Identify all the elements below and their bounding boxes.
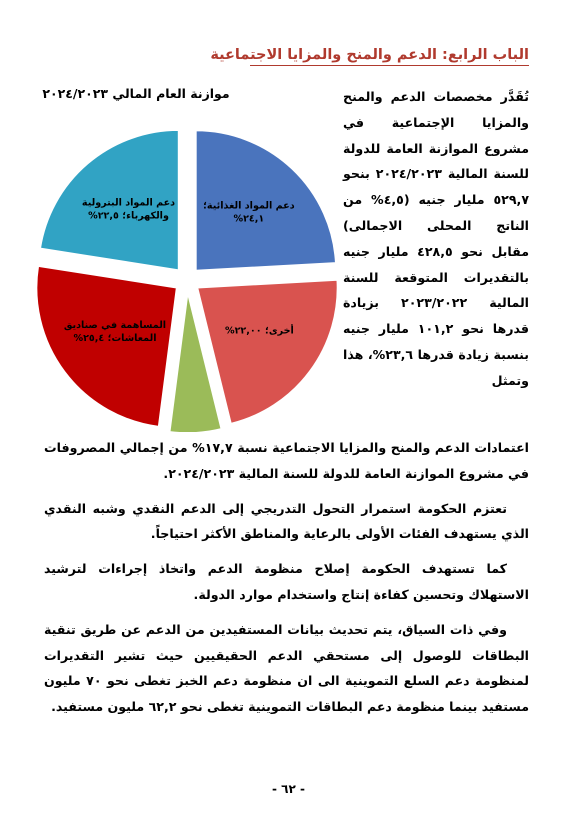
body-text (44, 435, 529, 729)
slice-label-food-subsidy: دعم المواد الغذائية؛ ٢٤,١% (203, 200, 295, 225)
slice-label-other: أخرى؛ ٢٢,٠٠% (224, 325, 294, 337)
paragraph-cash-transition: تعتزم الحكومة استمرار التحول التدريجي إلى الدعم النقدي وشبه النقدي الذي يستهدف الفئات الأولى بالرعاية والمناطق الأكثر احتياجاً. (44, 500, 529, 542)
slice-label-pension-funds: المساهمة في صناديق المعاشات؛ ٢٥,٤% (63, 319, 167, 344)
paragraph-subsidy-reform: كما تستهدف الحكومة إصلاح منظومة الدعم واتخاذ إجراءات لترشيد الاستهلاك وتحسين كفاءة إنتاج واستخدام موارد الدولة. (44, 561, 529, 602)
paragraph-beneficiaries: وفي ذات السياق، يتم تحديث بيانات المستفيدين من الدعم عن طريق تنقية البطاقات للوصول إلى مستحقي الدعم الحقيقيين حيث تشير التقديرات لمنظومة دعم السلع التموينية الى ان منظومة دعم الخبز تغطى نحو ٧٠ مليون مستفيد بينما منظومة دعم البطاقات التموينية تغطى نحو ٦٢,٢ مليون مستفيد. (44, 621, 529, 715)
page-number: - ٦٢ - (272, 782, 305, 796)
pie-svg (36, 80, 338, 432)
intro-paragraph (343, 84, 529, 394)
pie-slice-other (197, 280, 337, 424)
intro-continuation: اعتمادات الدعم والمنح والمزايا الاجتماعية نسبة ١٧,٧% من إجمالي المصروفات في مشروع الموازنة العامة للدولة للسنة المالية ٢٠٢٤/٢٠٢٣. (44, 440, 529, 481)
intro-text: تُقَدَّر مخصصات الدعم والمنح والمزايا الإجتماعية في مشروع الموازنة العامة للدولة للسنة المالية ٢٠٢٤/٢٠٢٣ بنحو ٥٢٩,٧ مليار جنيه (٤,٥% من الناتج المحلى الاجمالى) مقابل نحو ٤٢٨,٥ مليار جنيه بالتقديرات المتوقعة للسنة المالية ٢٠٢٣/٢٠٢٢ بزيادة قدرها نحو ١٠١,٢ مليار جنيه بنسبة زيادة قدرها ٢٣,٦%، هذا وتمثل (343, 89, 530, 388)
slice-label-petroleum-electricity: دعم المواد البترولية والكهرباء؛ ٢٢,٥% (81, 197, 176, 222)
pie-chart (36, 80, 338, 432)
chapter-header: الباب الرابع: الدعم والمنح والمزايا الاجتماعية (250, 47, 529, 66)
pie-slice-pension-funds (37, 266, 177, 427)
chart-title: موازنة العام المالي ٢٠٢٤/٢٠٢٣ (42, 86, 230, 101)
